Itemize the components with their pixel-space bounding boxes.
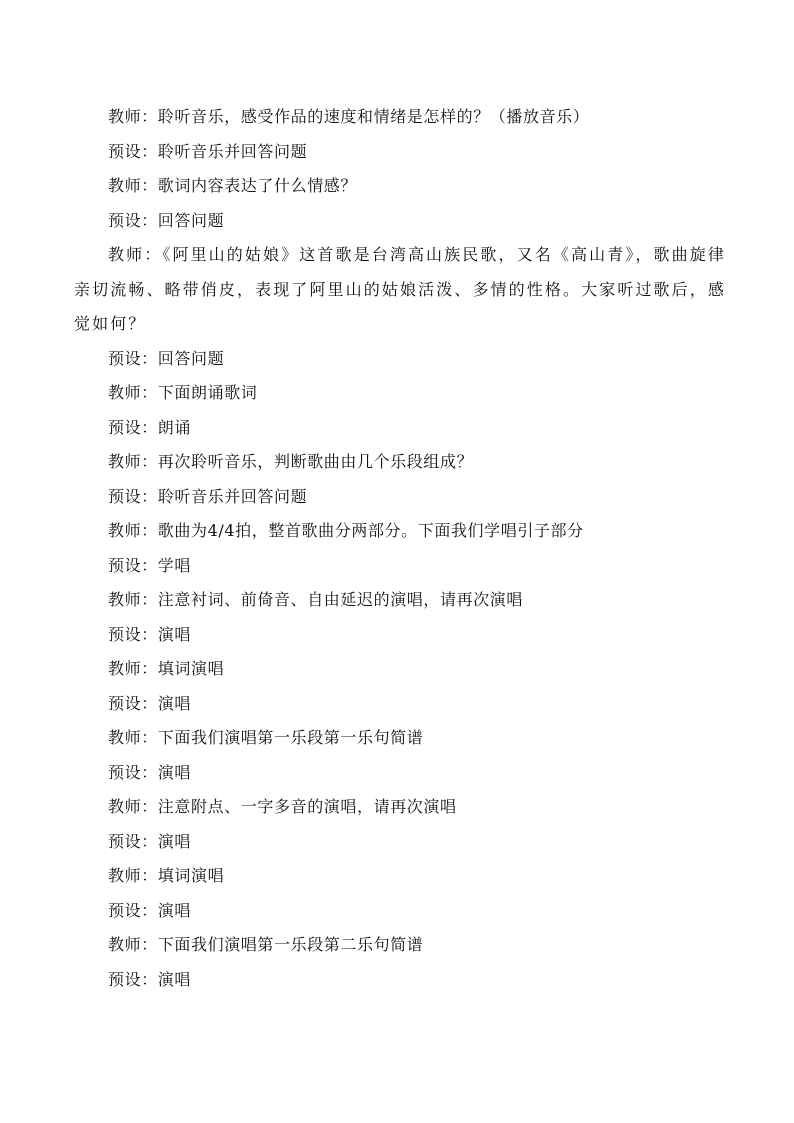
paragraph-preset-1: 预设：聆听音乐并回答问题 (108, 141, 308, 161)
paragraph-teacher-1: 教师：聆听音乐，感受作品的速度和情绪是怎样的？（播放音乐） (108, 107, 590, 126)
paragraph-teacher-8: 教师：填词演唱 (108, 659, 225, 678)
paragraph-preset-12: 预设：演唱 (108, 969, 192, 989)
paragraph-teacher-7: 教师：注意衬词、前倚音、自由延迟的演唱，请再次演唱 (108, 590, 524, 609)
paragraph-preset-9: 预设：演唱 (108, 762, 192, 782)
document-body (74, 100, 726, 997)
paragraph-teacher-5: 教师：再次聆听音乐，判断歌曲由几个乐段组成？ (108, 452, 474, 471)
paragraph-teacher-12: 教师：下面我们演唱第一乐段第二乐句简谱 (108, 935, 424, 954)
paragraph-preset-7: 预设：演唱 (108, 624, 192, 644)
paragraph-preset-6: 预设：学唱 (108, 555, 192, 575)
paragraph-preset-8: 预设：演唱 (108, 693, 192, 713)
paragraph-teacher-6: 教师：歌曲为4/4拍，整首歌曲分两部分。下面我们学唱引子部分 (108, 521, 584, 540)
paragraph-teacher-11: 教师：填词演唱 (108, 866, 225, 885)
paragraph-teacher-2: 教师：歌词内容表达了什么情感？ (108, 176, 358, 195)
paragraph-preset-2: 预设：回答问题 (108, 210, 225, 230)
paragraph-teacher-4: 教师：下面朗诵歌词 (108, 383, 258, 402)
paragraph-teacher-10: 教师：注意附点、一字多音的演唱，请再次演唱 (108, 797, 457, 816)
paragraph-teacher-9: 教师：下面我们演唱第一乐段第一乐句简谱 (108, 728, 424, 747)
paragraph-preset-3: 预设：回答问题 (108, 348, 225, 368)
paragraph-teacher-3: 教师：《阿里山的姑娘》这首歌是台湾高山族民歌，又名《高山青》，歌曲旋律亲切流畅、略带俏皮，表现了阿里山的姑娘活泼、多情的性格。大家听过歌后，感觉如何？ (74, 245, 726, 333)
paragraph-preset-10: 预设：演唱 (108, 831, 192, 851)
paragraph-preset-5: 预设：聆听音乐并回答问题 (108, 486, 308, 506)
paragraph-preset-4: 预设：朗诵 (108, 417, 192, 437)
paragraph-preset-11: 预设：演唱 (108, 900, 192, 920)
